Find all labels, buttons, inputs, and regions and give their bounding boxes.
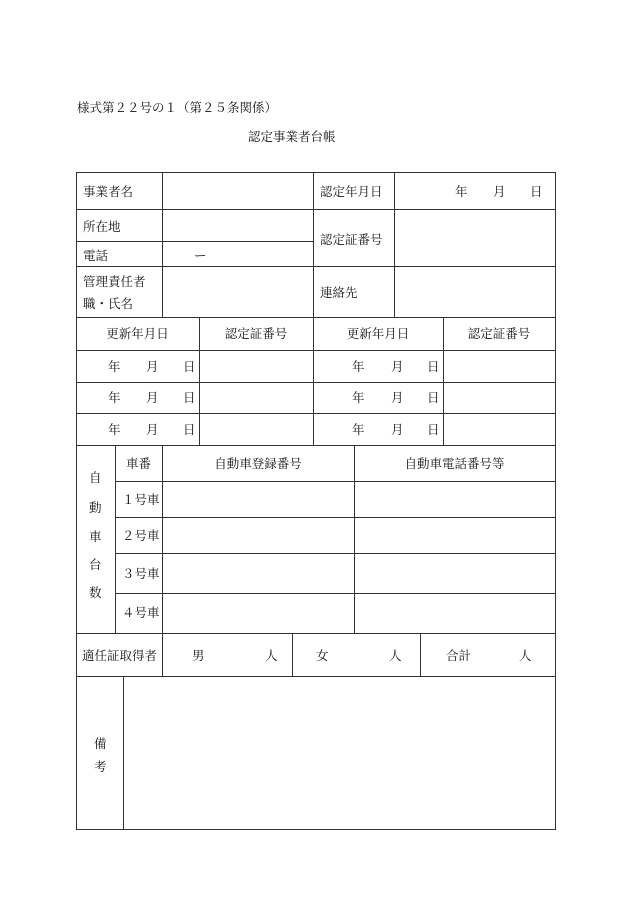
certification-date-label: 認定年月日	[320, 184, 383, 199]
page-title: 認定事業者台帳	[248, 129, 336, 144]
day-label: 日	[427, 390, 440, 405]
day-label: 日	[183, 359, 196, 374]
day-label: 日	[183, 390, 196, 405]
table-border-left	[76, 172, 77, 830]
row-divider	[76, 413, 556, 414]
day-label: 日	[427, 359, 440, 374]
day-label: 日	[427, 422, 440, 437]
year-label: 年	[352, 359, 365, 374]
day-label: 日	[183, 422, 196, 437]
col-divider	[162, 445, 163, 633]
contact-label: 連絡先	[320, 285, 358, 300]
renewal-date-header-2: 更新年月日	[346, 326, 410, 341]
row-divider	[76, 317, 556, 318]
row-divider	[115, 517, 556, 518]
row-divider	[76, 209, 556, 210]
business-name-label: 事業者名	[83, 184, 134, 199]
col-divider	[162, 633, 163, 676]
col-divider	[115, 445, 116, 633]
vehicle-row-label: ３号車	[122, 566, 160, 581]
vehicles-section-char: 動	[89, 500, 102, 515]
year-label: 年	[352, 422, 365, 437]
row-divider	[115, 481, 556, 482]
row-divider	[76, 633, 556, 634]
row-divider	[76, 676, 556, 677]
table-border-bottom	[76, 829, 556, 830]
day-label: 日	[530, 184, 543, 199]
qualified-label: 適任証取得者	[82, 648, 158, 663]
month-label: 月	[146, 390, 159, 405]
male-persons-label: 人	[265, 648, 278, 663]
row-divider	[115, 553, 556, 554]
registration-no-header: 自動車登録番号	[214, 456, 302, 471]
col-divider	[162, 172, 163, 317]
vehicle-row-label: ４号車	[122, 605, 160, 620]
col-divider	[420, 633, 421, 676]
car-phone-no-header: 自動車電話番号等	[404, 456, 505, 471]
month-label: 月	[146, 359, 159, 374]
vehicles-section-char: 車	[89, 529, 102, 544]
row-divider	[76, 382, 556, 383]
month-label: 月	[391, 422, 404, 437]
year-label: 年	[108, 422, 121, 437]
male-label: 男	[192, 648, 205, 663]
remarks-char: 備	[94, 736, 107, 751]
year-label: 年	[352, 390, 365, 405]
vehicles-section-char: 数	[89, 585, 102, 600]
vehicle-row-label: ２号車	[122, 528, 160, 543]
row-divider	[76, 266, 556, 267]
month-label: 月	[146, 422, 159, 437]
table-border-top	[76, 172, 556, 173]
female-persons-label: 人	[389, 648, 402, 663]
month-label: 月	[493, 184, 506, 199]
manager-label-line2: 職・氏名	[83, 296, 134, 311]
phone-label: 電話	[83, 248, 109, 263]
phone-dash: ー	[194, 248, 207, 263]
month-label: 月	[391, 390, 404, 405]
row-divider	[115, 593, 556, 594]
form-number: 様式第２２号の１（第２５条関係）	[77, 100, 278, 115]
row-divider	[76, 350, 556, 351]
row-divider	[76, 445, 556, 446]
total-persons-label: 人	[519, 648, 532, 663]
year-label: 年	[108, 390, 121, 405]
manager-label-line1: 管理責任者	[83, 274, 146, 289]
col-divider	[292, 633, 293, 676]
female-label: 女	[316, 648, 329, 663]
renewal-cert-header-1: 認定証番号	[224, 326, 288, 341]
renewal-cert-header-2: 認定証番号	[467, 326, 531, 341]
col-divider	[394, 172, 395, 317]
remarks-char: 考	[94, 759, 107, 774]
renewal-date-header-1: 更新年月日	[106, 326, 169, 341]
address-label: 所在地	[83, 219, 121, 234]
year-label: 年	[108, 359, 121, 374]
year-label: 年	[455, 184, 468, 199]
vehicle-row-label: １号車	[122, 492, 160, 507]
vehicle-no-header: 車番	[126, 456, 152, 471]
vehicles-section-char: 台	[89, 557, 102, 572]
certificate-number-label: 認定証番号	[320, 232, 383, 247]
col-divider	[123, 676, 124, 829]
total-label: 合計	[446, 648, 472, 663]
vehicles-section-char: 自	[89, 470, 102, 485]
col-divider	[313, 172, 314, 317]
month-label: 月	[391, 359, 404, 374]
col-divider	[354, 445, 355, 633]
table-border-right	[555, 172, 556, 830]
row-divider	[76, 241, 314, 242]
